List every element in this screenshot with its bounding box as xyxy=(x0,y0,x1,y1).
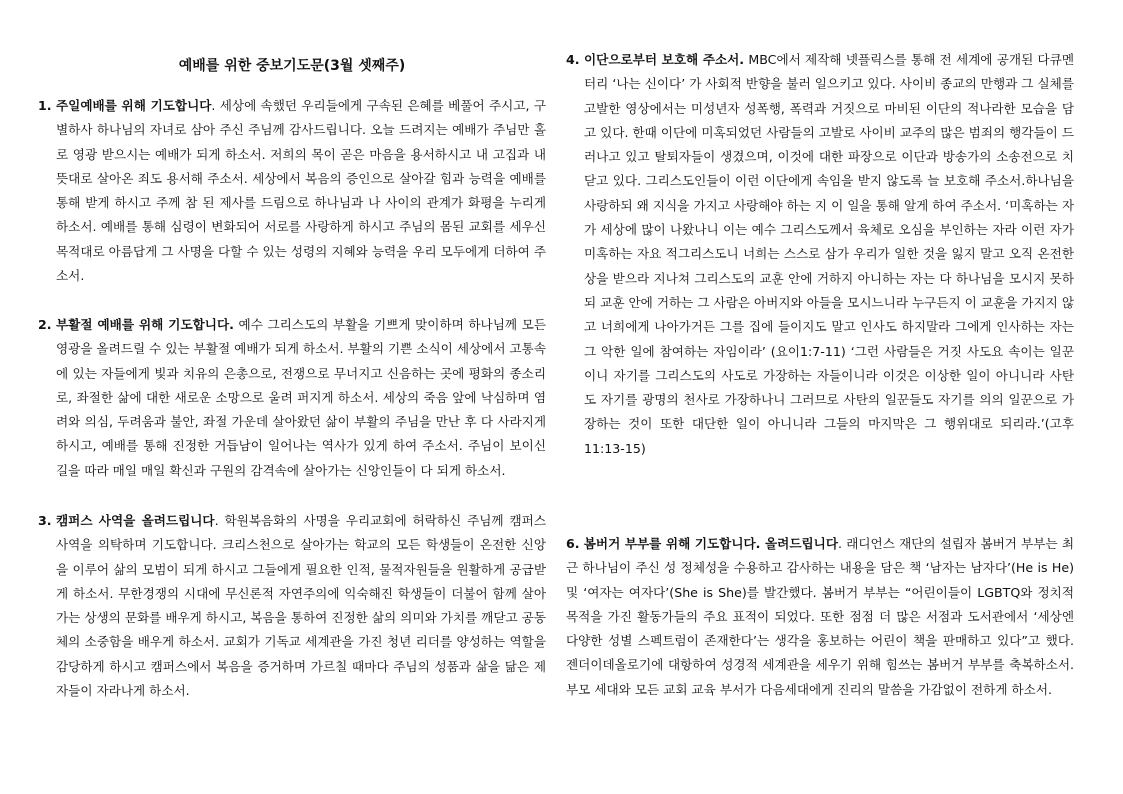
item-number: 3. xyxy=(38,513,52,528)
item-heading: 부활절 예배를 위해 기도합니다. xyxy=(56,317,234,332)
item-number: 1. xyxy=(38,98,52,113)
item-number: 6. xyxy=(566,536,580,551)
item-heading: 이단으로부터 보호해 주소서. xyxy=(584,52,745,67)
item-body: 예수 그리스도의 부활을 기쁘게 맞이하며 하나님께 모든 영광을 올려드릴 수 있는 부활절 예배가 되게 하소서. 부활의 기쁜 소식이 세상에서 고통속에 있는 자들에게 빛과 치유의 은총으로, 전쟁으로 무너지고 신음하는 곳에 평화의 종소리로, 좌절한 삶에 대한 새로운 소망으로 울려 퍼지게 하소서. 세상의 죽음 앞에 낙심하며 염려와 의심, 두려움과 불안, 좌절 가운데 살아왔던 삶이 부활의 주님을 만난 후 다 사라지게 하시고, 예배를 통해 진정한 거듭남이 일어나는 역사가 있게 하여 주소서. 주님이 보이신 길을 따라 매일 매일 확신과 구원의 감격속에 살아가는 신앙인들이 다 되게 하소서. xyxy=(56,317,547,478)
item-heading: 주일예배를 위해 기도합니다 xyxy=(56,98,212,113)
prayer-item-6 xyxy=(566,532,1074,702)
item-body: MBC에서 제작해 넷플릭스를 통해 전 세계에 공개된 다큐멘터리 ‘나는 신이다’ 가 사회적 반향을 불러 일으키고 있다. 사이비 종교의 만행과 그 실체를 고발한 영상에서는 미성년자 성폭행, 폭력과 거짓으로 마비된 이단의 적나라한 모습을 담고 있다. 한때 이단에 미혹되었던 사람들의 고발로 사이비 교주의 많은 범죄의 행각들이 드러나고 있고 탈퇴자들이 생겼으며, 이것에 대한 파장으로 이단과 방송가의 소송전으로 치닫고 있다. 그리스도인들이 이런 이단에게 속임을 받지 않도록 늘 보호해 주소서.하나님을 사랑하되 왜 지식을 가지고 사랑해야 하는 지 이 일을 통해 알게 하여 주소서. ‘미혹하는 자가 세상에 많이 나왔나니 이는 예수 그리스도께서 육체로 오심을 부인하는 자라 이런 자가 미혹하는 자요 적그리스도니 너희는 스스로 삼가 우리가 일한 것을 잃지 말고 오직 온전한 상을 받으라 지나쳐 그리스도의 교훈 안에 거하지 아니하는 자는 다 하나님을 모시지 못하되 교훈 안에 거하는 그 사람은 아버지와 아들을 모시느니라 누구든지 이 교훈을 가지지 않고 너희에게 나아가거든 그를 집에 들이지도 말고 인사도 하지말라 그에게 인사하는 자는 그 악한 일에 참여하는 자임이라’ (요이1:7-11) ‘그런 사람들은 거짓 사도요 속이는 일꾼이니 자기를 그리스도의 사도로 가장하는 자들이니라 이것은 이상한 일이 아니니라 사탄도 자기를 광명의 천사로 가장하나니 그러므로 사탄의 일꾼들도 자기를 의의 일꾼으로 가장하는 것이 또한 대단한 일이 아니니라 그들의 마지막은 그 행위대로 되리라.’(고후11:13-15) xyxy=(584,52,1075,456)
item-heading: 봄버거 부부를 위해 기도합니다. 올려드립니다 xyxy=(583,536,839,551)
prayer-item-1 xyxy=(38,94,546,288)
prayer-item-2 xyxy=(38,313,546,483)
item-body: . 세상에 속했던 우리들에게 구속된 은혜를 베풀어 주시고, 구별하사 하나님의 자녀로 삼아 주신 주님께 감사드립니다. 오늘 드려지는 예배가 주님만 홀로 영광 받으시는 예배가 되게 하소서. 저희의 목이 곧은 마음을 용서하시고 내 고집과 내 뜻대로 살아온 죄도 용서해 주소서. 세상에서 복음의 증인으로 살아갈 힘과 능력을 예배를 통해 받게 하시고 주께 참 된 제사를 드림으로 하나님과 나 사이의 관계가 화평을 누리게 하소서. 예배를 통해 심령이 변화되어 서로를 사랑하게 하시고 주님의 몸된 교회를 세우신 목적대로 아름답게 그 사명을 다할 수 있는 성령의 지혜와 능력을 우리 모두에게 더하여 주소서. xyxy=(56,98,547,284)
item-number: 2. xyxy=(38,317,52,332)
item-body: . 학원복음화의 사명을 우리교회에 허락하신 주님께 캠퍼스 사역을 의탁하며 기도합니다. 크리스천으로 살아가는 학교의 모든 학생들이 온전한 신앙을 이루어 삶의 모범이 되게 하시고 그들에게 필요한 인적, 물적자원들을 원활하게 공급받게 하소서. 무한경쟁의 시대에 무신론적 자연주의에 익숙해진 학생들이 더불어 함께 살아가는 상생의 문화를 배우게 하시고, 복음을 통하여 진정한 삶의 의미와 가치를 깨닫고 공동체의 소중함을 배우게 하소서. 교회가 기독교 세계관을 가진 청년 리더를 양성하는 역할을 감당하게 하시고 캠퍼스에서 복음을 증거하며 가르칠 때마다 주님의 성품과 삶을 닮은 제자들이 자라나게 하소서. xyxy=(56,513,547,699)
item-body: . 래디언스 재단의 설립자 봄버거 부부는 최근 하나님이 주신 성 정체성을 수용하고 감사하는 내용을 담은 책 ‘남자는 남자다’(He is He) 및 ‘여자는 여자다’(She is She)를 발간했다. 봄버거 부부는 “어린이들이 LGBTQ와 정치적 목적을 가진 활동가들의 주요 표적이 되었다. 또한 점점 더 많은 서점과 도서관에서 ‘세상엔 다양한 성별 스펙트럼이 존재한다’는 생각을 홍보하는 어린이 책을 판매하고 있다”고 했다. 젠더이데올로기에 대항하여 성경적 세계관을 세우기 위해 힘쓰는 봄버거 부부를 축복하소서. 부모 세대와 모든 교회 교육 부서가 다음세대에게 진리의 말씀을 가감없이 전하게 하소서. xyxy=(566,536,1075,697)
prayer-item-4 xyxy=(566,48,1074,461)
prayer-item-3 xyxy=(38,509,546,703)
item-number: 4. xyxy=(566,52,580,67)
item-heading: 캠퍼스 사역을 올려드립니다 xyxy=(56,513,215,528)
document-title: 예배를 위한 중보기도문(3월 셋째주) xyxy=(178,58,406,74)
